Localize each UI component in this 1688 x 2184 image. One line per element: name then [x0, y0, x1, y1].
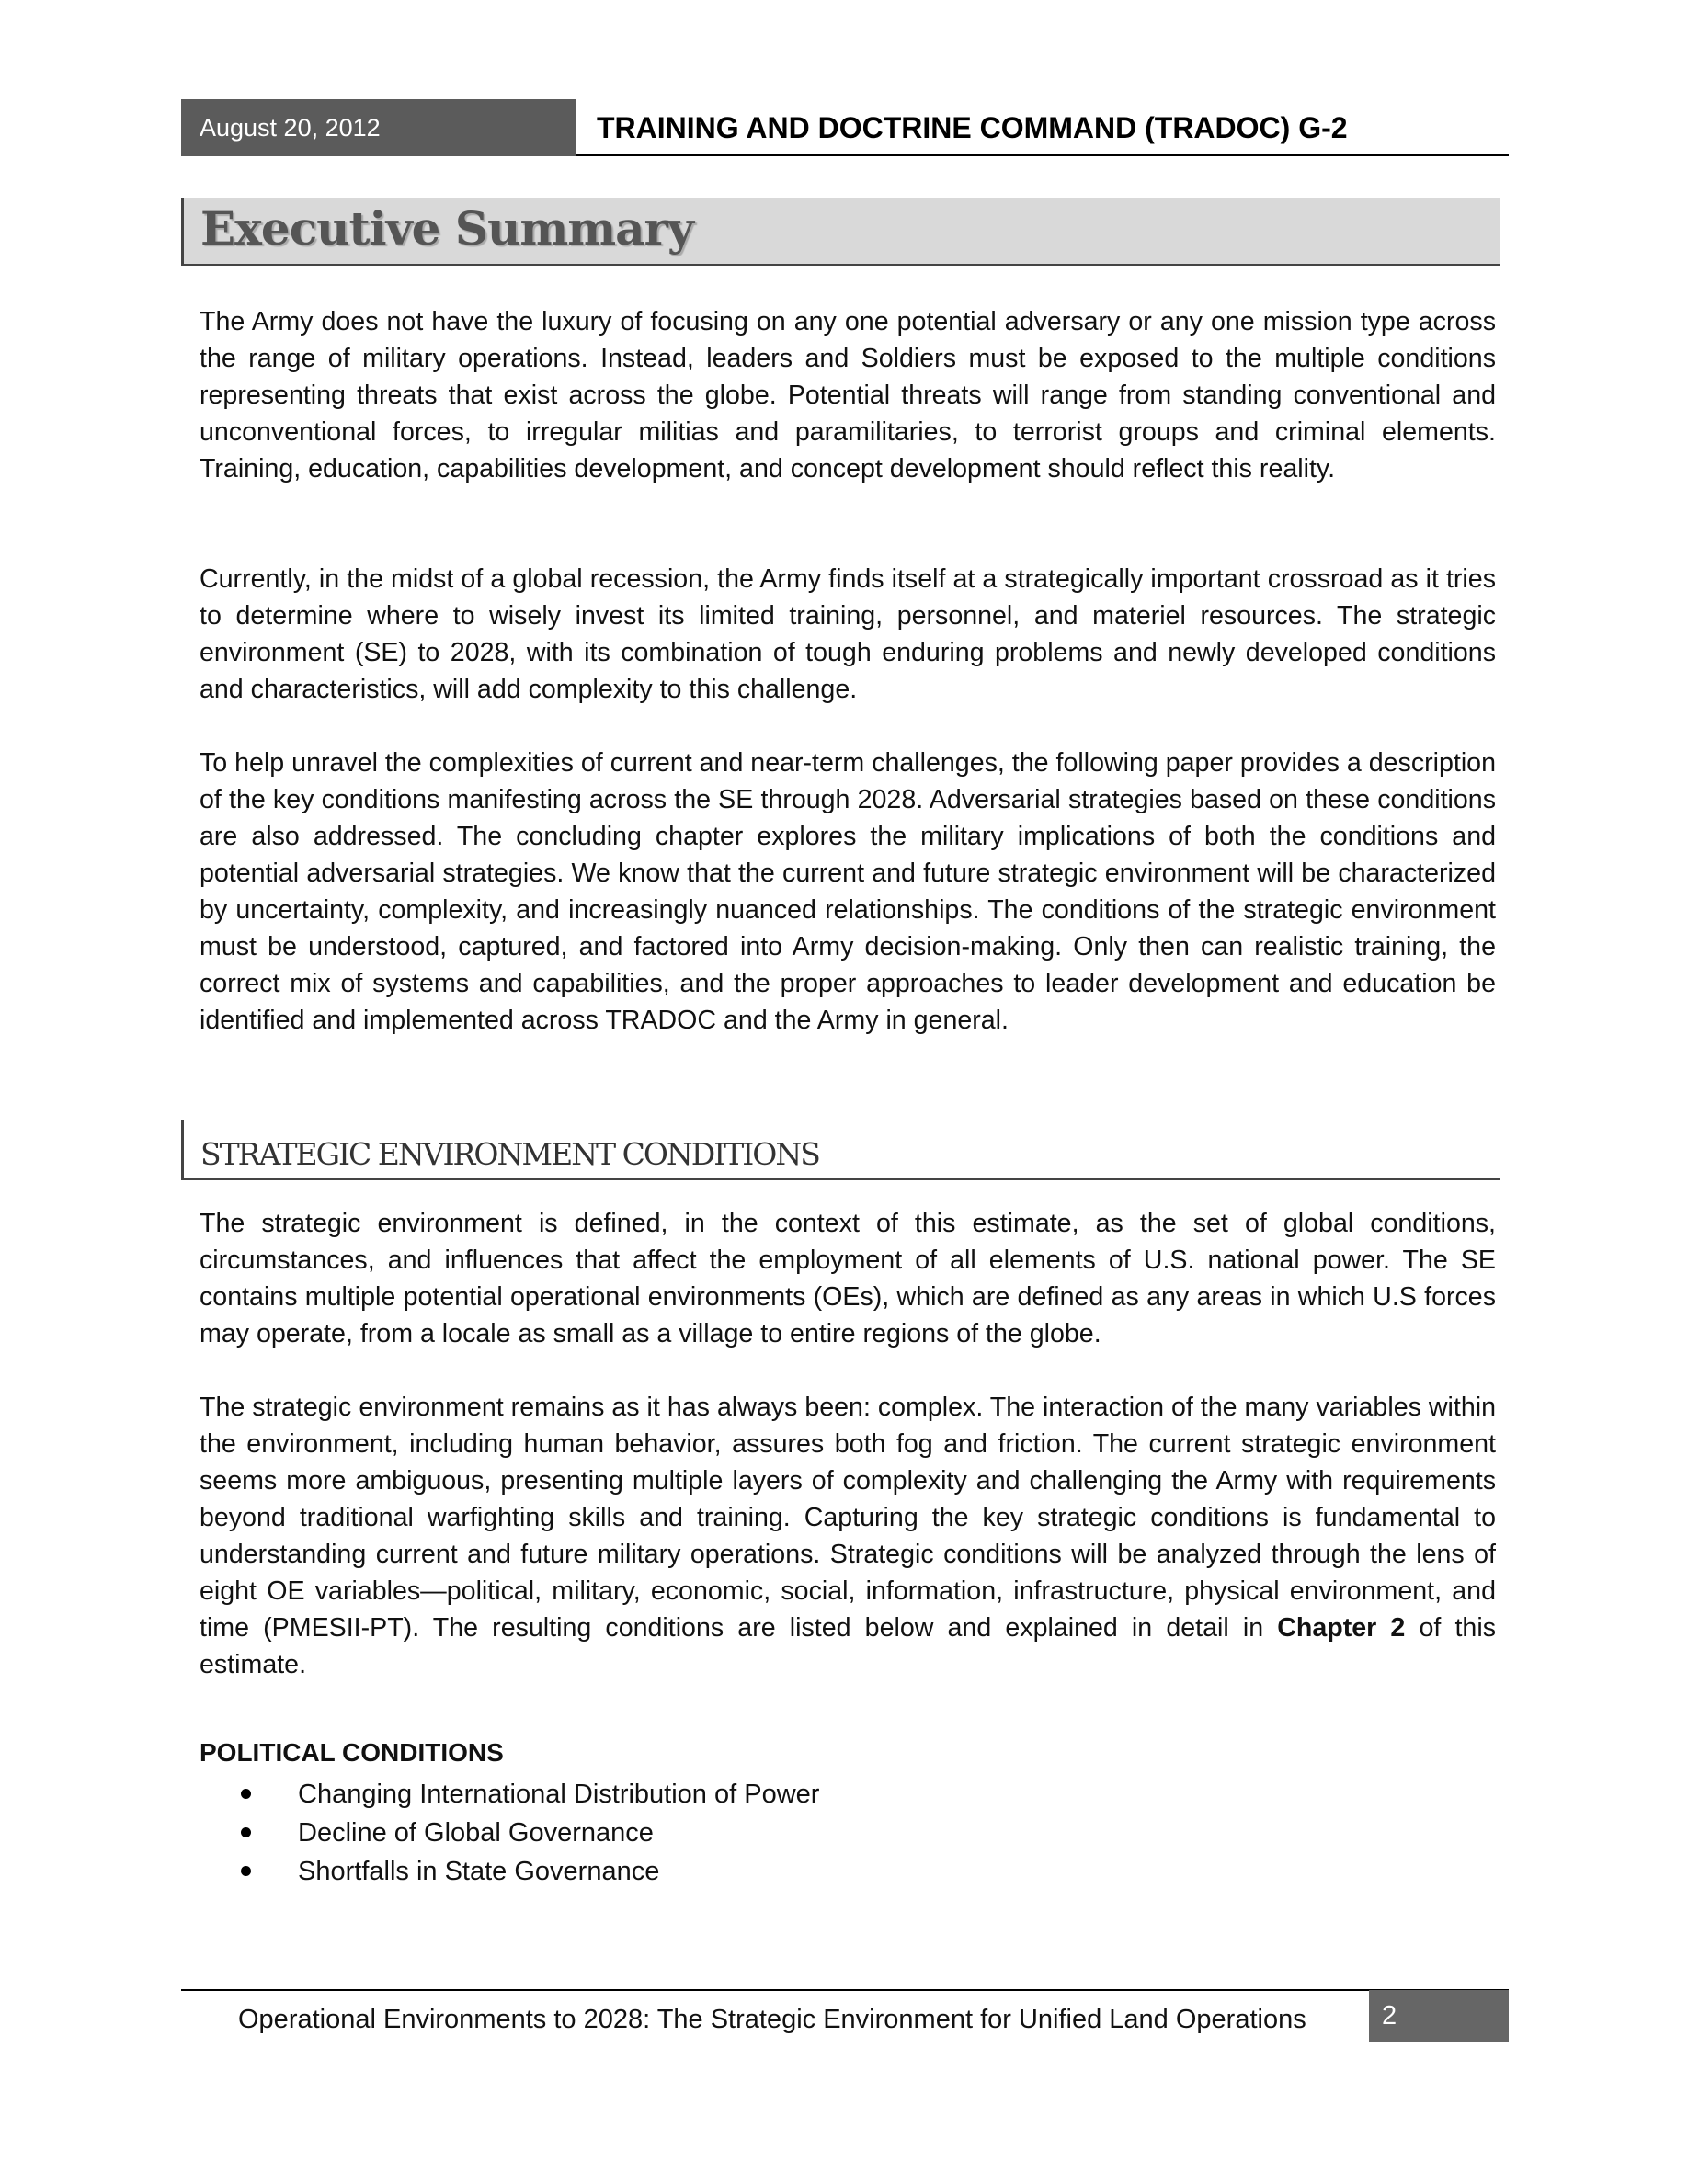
bullet-icon: [241, 1827, 251, 1837]
bullet-icon: [241, 1789, 251, 1799]
chapter-reference: Chapter 2: [1277, 1613, 1406, 1643]
political-conditions-heading: POLITICAL CONDITIONS: [200, 1738, 504, 1767]
page-header: [181, 99, 1509, 156]
executive-summary-title: Executive Summary: [200, 201, 693, 256]
list-item: [241, 1814, 819, 1852]
header-rule: [576, 154, 1509, 156]
header-date: August 20, 2012: [181, 99, 576, 156]
list-item-text: Decline of Global Governance: [298, 1818, 654, 1848]
exec-paragraph-1: The Army does not have the luxury of focusing on any one potential adversary or any one mission type across the range of military operations. Instead, leaders and Soldiers must be exposed to the multiple conditions representing threats that exist across the globe. Potential threats will range from standing conventional and unconventional forces, to irregular militias and paramilitaries, to terrorist groups and criminal elements. Training, education, capabilities development, and concept development should reflect this reality.: [200, 307, 1496, 483]
list-item: [241, 1852, 819, 1891]
list-item-text: Shortfalls in State Governance: [298, 1857, 660, 1886]
footer-rule: [181, 1989, 1509, 1991]
page-number: 2: [1369, 1990, 1509, 2042]
political-conditions-list: [241, 1775, 819, 1891]
strategic-section-title: STRATEGIC ENVIRONMENT CONDITIONS: [200, 1136, 819, 1172]
list-item: [241, 1775, 819, 1814]
bullet-icon: [241, 1866, 251, 1876]
exec-paragraph-2: Currently, in the midst of a global recession, the Army finds itself at a strategically important crossroad as it tries to determine where to wisely invest its limited training, personnel, and materiel resources. The strategic environment (SE) to 2028, with its combination of tough enduring problems and newly developed conditions and characteristics, will add complexity to this challenge.: [200, 564, 1496, 704]
strategic-paragraph-2-text: The strategic environment remains as it has always been: complex. The interaction of the many variables within the environment, including human behavior, assures both fog and friction. The current strategic environment seems more ambiguous, presenting multiple layers of complexity and challenging the Army with requirements beyond traditional warfighting skills and training. Capturing the key strategic conditions is fundamental to understanding current and future military operations. Strategic conditions will be analyzed through the lens of eight OE variables—political, military, economic, social, information, infrastructure, physical environment, and time (PMESII-PT). The resulting conditions are listed below and explained in detail in: [200, 1393, 1496, 1643]
strategic-paragraph-2: [200, 1389, 1496, 1683]
strategic-paragraph-2-end: of this estimate.: [200, 1613, 1496, 1679]
strategic-section-banner: [181, 1120, 1500, 1180]
header-title: TRAINING AND DOCTRINE COMMAND (TRADOC) G-2: [597, 111, 1348, 144]
executive-summary-banner: [181, 198, 1500, 266]
list-item-text: Changing International Distribution of Power: [298, 1780, 820, 1809]
strategic-paragraph-1: The strategic environment is defined, in the context of this estimate, as the set of global conditions, circumstances, and influences that affect the employment of all elements of U.S. national power. The SE contains multiple potential operational environments (OEs), which are defined as any areas in which U.S forces may operate, from a locale as small as a village to entire regions of the globe.: [200, 1209, 1496, 1348]
footer-text: Operational Environments to 2028: The Strategic Environment for Unified Land Operations: [238, 2005, 1306, 2034]
exec-paragraph-3: To help unravel the complexities of current and near-term challenges, the following paper provides a description of the key conditions manifesting across the SE through 2028. Adversarial strategies based on these conditions are also addressed. The concluding chapter explores the military implications of both the conditions and potential adversarial strategies. We know that the current and future strategic environment will be characterized by uncertainty, complexity, and increasingly nuanced relationships. The conditions of the strategic environment must be understood, captured, and factored into Army decision-making. Only then can realistic training, the correct mix of systems and capabilities, and the proper approaches to leader development and education be identified and implemented across TRADOC and the Army in general.: [200, 748, 1496, 1035]
